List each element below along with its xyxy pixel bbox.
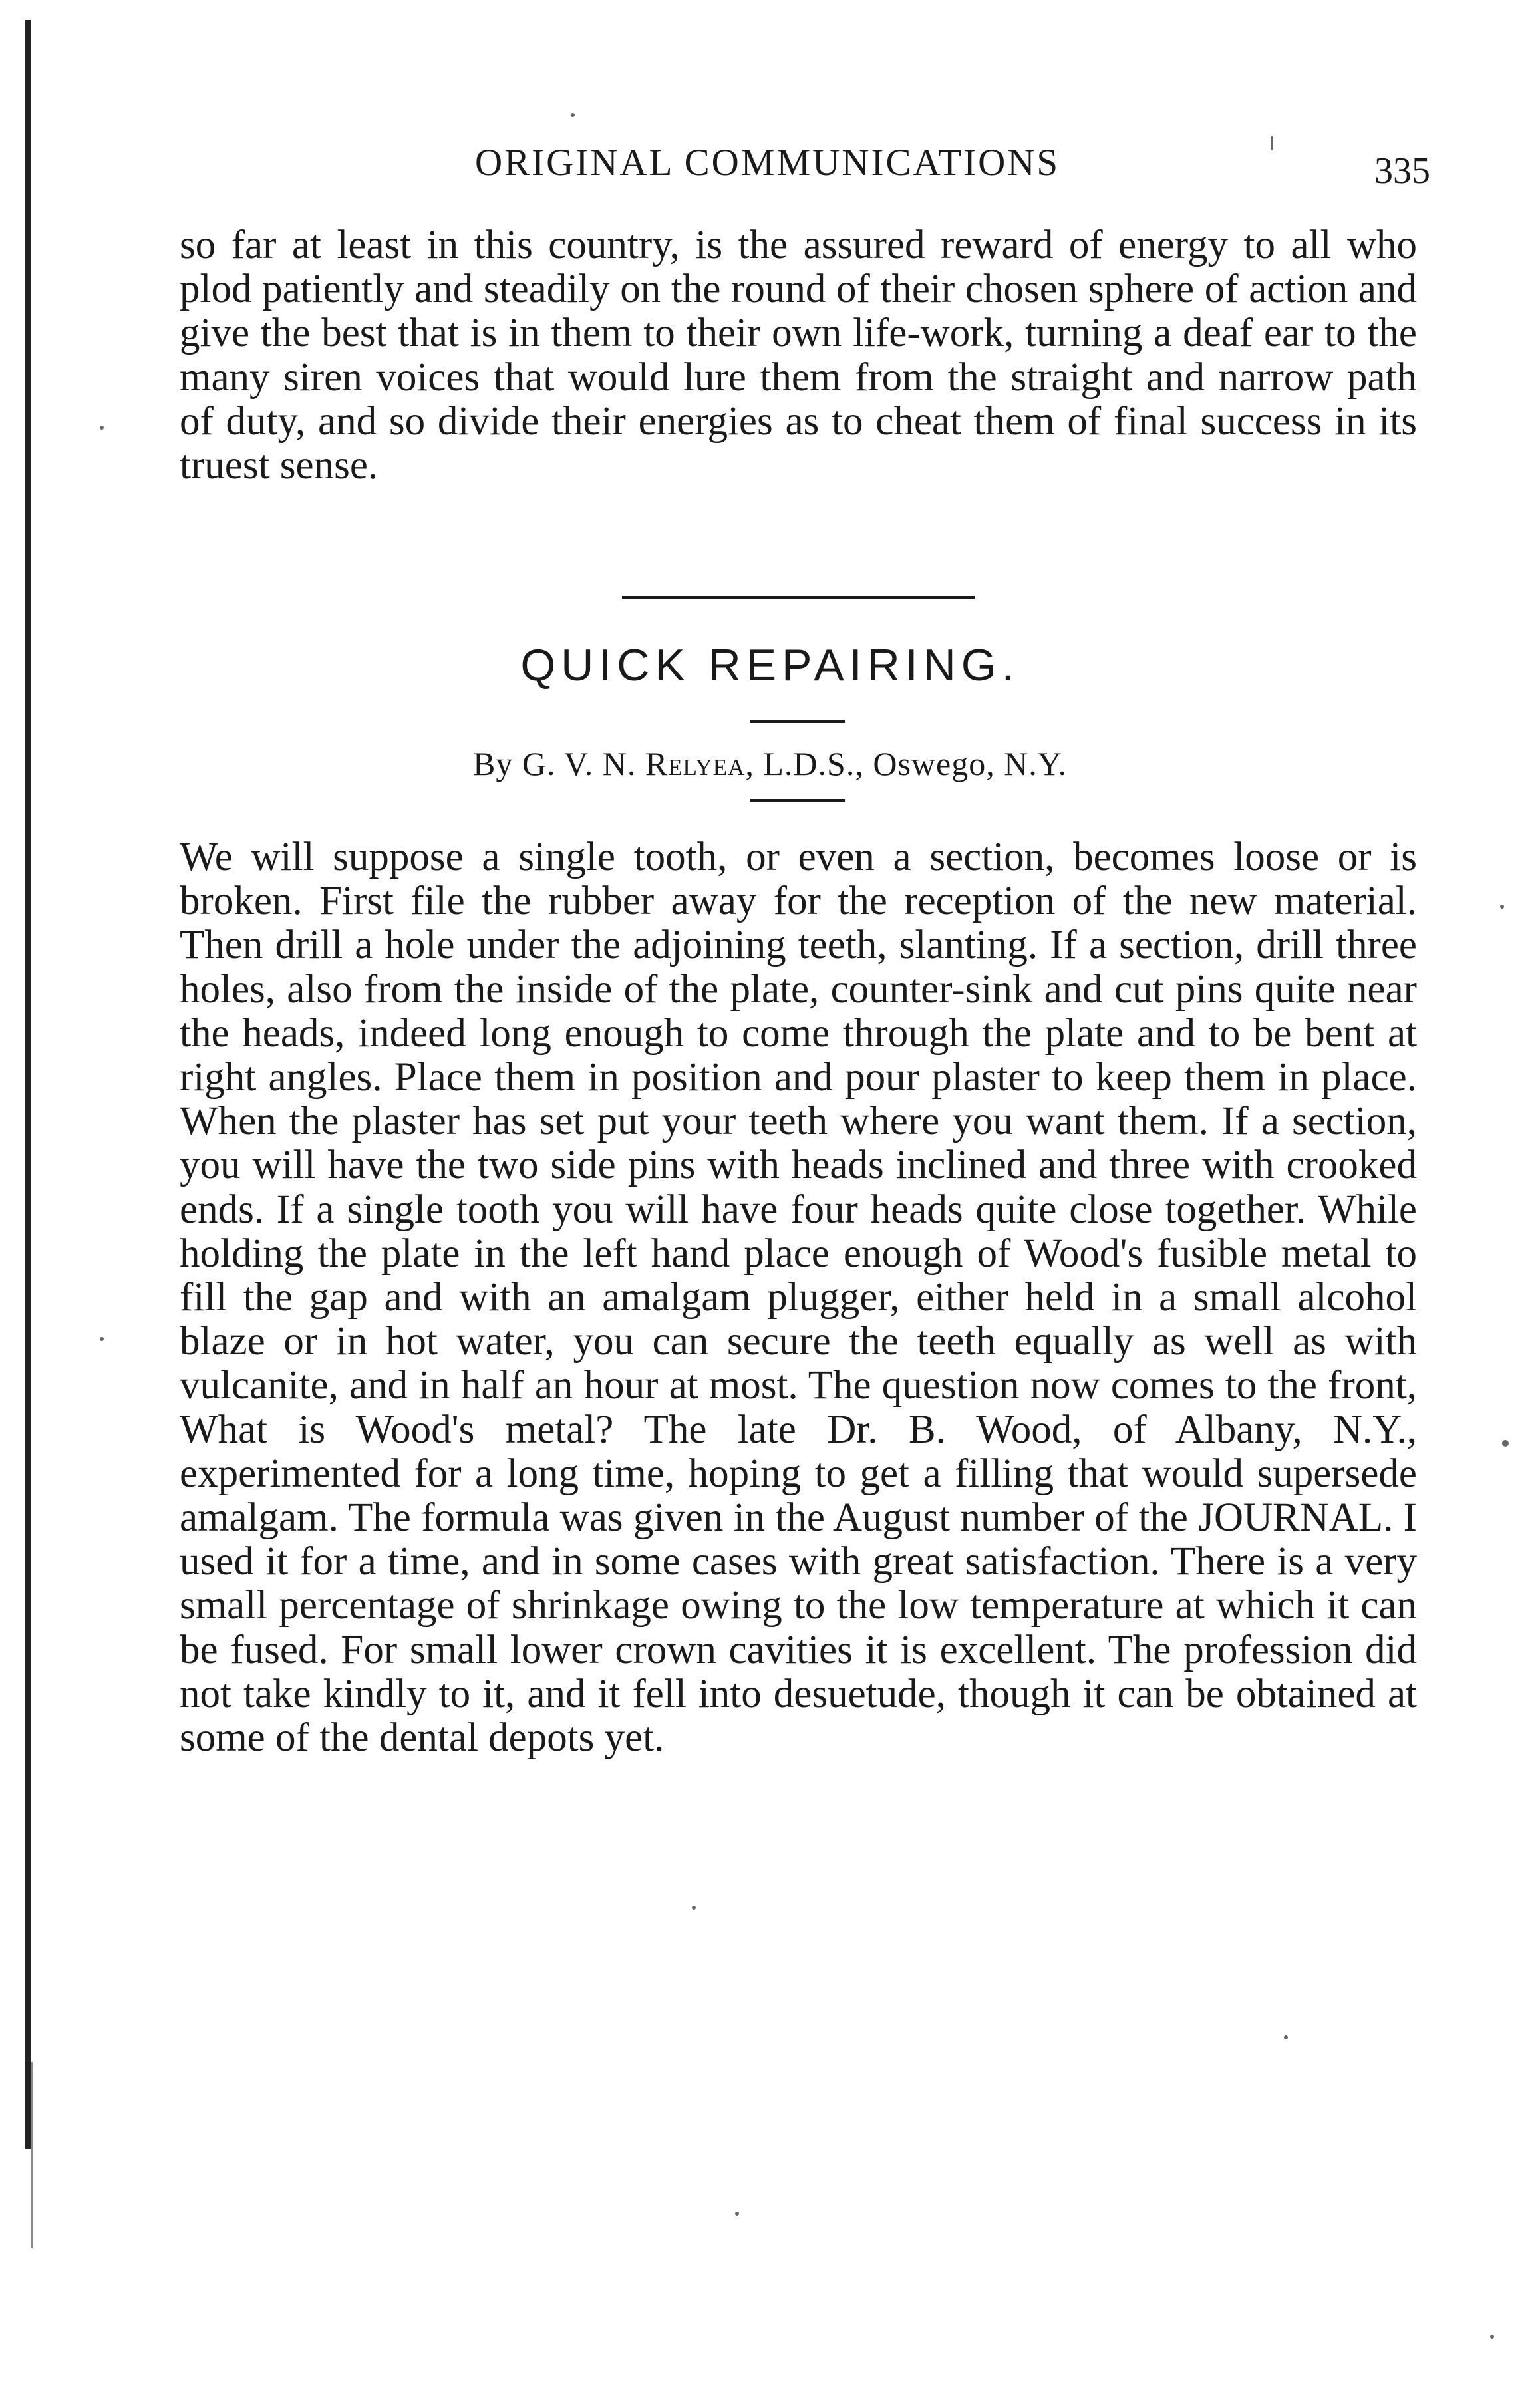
continuation-paragraph: so far at least in this country, is the assured reward of energy to all who plod patiently and steadily on the round of their chosen sphere of action and give the best that is in them to their own life-work, turning a deaf ear to the many siren voices that would lure them from the straight and narrow path of duty, and so divide their energies as to cheat them of final success in its truest sense. (180, 223, 1417, 488)
section-divider (622, 596, 975, 599)
byline-prefix: By G. V. N. (473, 745, 637, 782)
page-number: 335 (1374, 150, 1430, 192)
running-header (180, 133, 1430, 193)
print-speck (571, 113, 575, 117)
print-speck (735, 2212, 739, 2216)
byline-author-name: Relyea (645, 745, 746, 782)
print-speck (1500, 905, 1504, 909)
article-body-paragraph: We will suppose a single tooth, or even a section, becomes loose or is broken. First file the rubber away for the reception of the new material. Then drill a hole under the adjoining teeth, slanting. If a section, drill three holes, also from the inside of the plate, counter-sink and cut pins quite near the heads, indeed long enough to come through the plate and to be bent at right angles. Place them in position and pour plaster to keep them in place. When the plaster has set put your teeth where you want them. If a section, you will have the two side pins with heads inclined and three with crooked ends. If a single tooth you will have four heads quite close together. While holding the plate in the left hand place enough of Wood's fusible metal to fill the gap and with an amalgam plugger, either held in a small alcohol blaze or in hot water, you can secure the teeth equally as well as with vulcanite, and in half an hour at most. The question now comes to the front, What is Wood's metal? The late Dr. B. Wood, of Albany, N.Y., experimented for a long time, hoping to get a filling that would supersede amalgam. The formula was given in the August number of the JOURNAL. I used it for a time, and in some cases with great satisfaction. There is a very small percentage of shrinkage owing to the low temperature at which it can be fused. For small lower crown cavities it is excellent. The profession did not take kindly to it, and it fell into desuetude, though it can be obtained at some of the dental depots yet. (180, 835, 1417, 1761)
byline-credentials: , L.D.S., Oswego, N.Y. (745, 745, 1067, 782)
print-speck (1490, 2335, 1494, 2339)
print-speck (100, 426, 104, 430)
page-binding-edge (25, 20, 31, 2149)
title-underline (750, 720, 845, 723)
page-binding-edge-lower (31, 2062, 33, 2248)
author-byline (0, 737, 1540, 790)
article-title: QUICK REPAIRING. (520, 640, 1020, 690)
print-speck (100, 1337, 104, 1341)
running-title: ORIGINAL COMMUNICATIONS (475, 142, 1060, 184)
byline-underline (750, 799, 845, 802)
print-speck (692, 1906, 696, 1910)
print-speck (1502, 1440, 1509, 1447)
print-speck (1284, 2035, 1288, 2039)
